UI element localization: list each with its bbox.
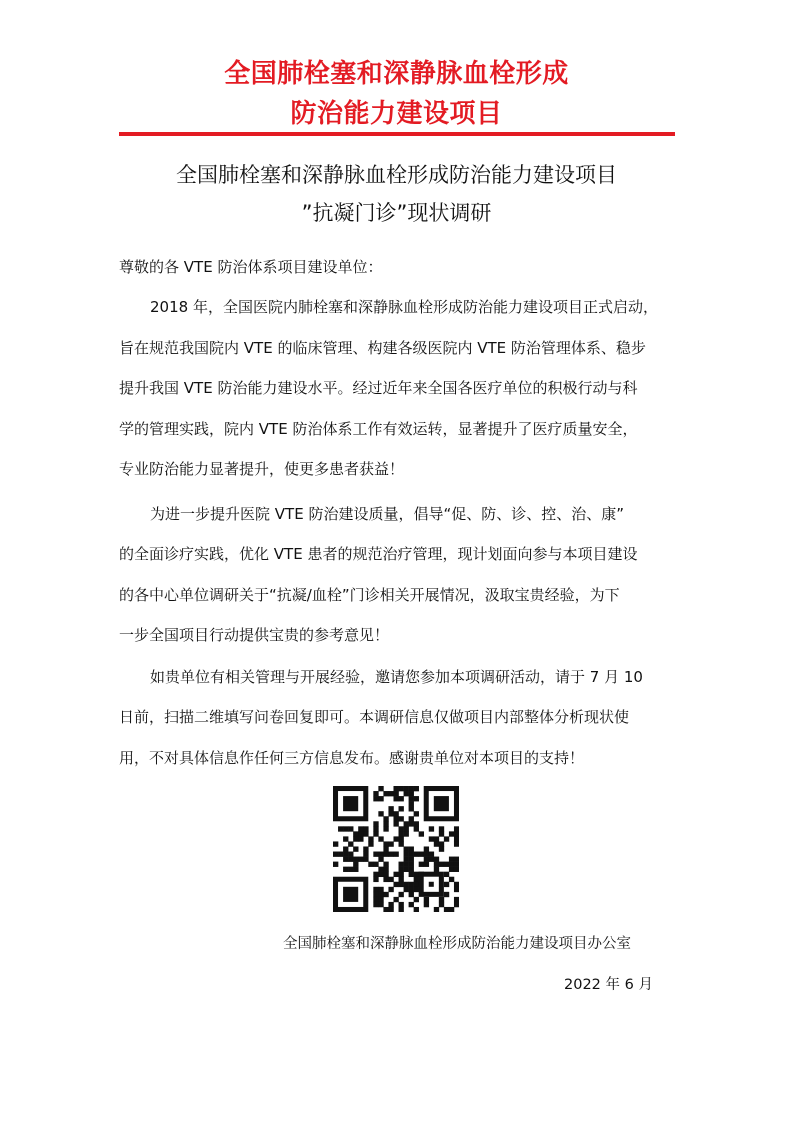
document-title-line2: ”抗凝门诊”现状调研 <box>301 201 492 225</box>
qr-code-icon[interactable] <box>333 786 459 912</box>
paragraph-line: 如贵单位有相关管理与开展经验，邀请您参加本项调研活动，请于 7 月 10 <box>150 668 643 686</box>
paragraph-line: 一步全国项目行动提供宝贵的参考意见！ <box>119 626 390 644</box>
paragraph-line: 的全面诊疗实践，优化 VTE 患者的规范治疗管理，现计划面向参与本项目建设 <box>119 545 638 563</box>
salutation: 尊敬的各 VTE 防治体系项目建设单位： <box>119 258 383 276</box>
paragraph-line: 的各中心单位调研关于“抗凝/血栓”门诊相关开展情况，汲取宝贵经验，为下 <box>119 586 620 604</box>
paragraph-line: 为进一步提升医院 VTE 防治建设质量，倡导“促、防、诊、控、治、康” <box>150 505 624 523</box>
header-title-line1: 全国肺栓塞和深静脉血栓形成 <box>224 59 569 89</box>
paragraph-line: 学的管理实践，院内 VTE 防治体系工作有效运转，显著提升了医疗质量安全， <box>119 420 638 438</box>
document-title-line1: 全国肺栓塞和深静脉血栓形成防治能力建设项目 <box>176 163 617 187</box>
paragraph-line: 专业防治能力显著提升，使更多患者获益！ <box>119 460 405 478</box>
paragraph-line: 日前，扫描二维填写问卷回复即可。本调研信息仅做项目内部整体分析现状使 <box>119 708 630 726</box>
signature: 全国肺栓塞和深静脉血栓形成防治能力建设项目办公室 <box>283 936 631 952</box>
header-divider <box>119 132 675 136</box>
paragraph-line: 用，不对具体信息作任何三方信息发布。感谢贵单位对本项目的支持！ <box>119 749 585 767</box>
header-title-line2: 防治能力建设项目 <box>290 99 503 129</box>
paragraph-line: 旨在规范我国院内 VTE 的临床管理、构建各级医院内 VTE 防治管理体系、稳步 <box>119 339 646 357</box>
document-date: 2022 年 6 月 <box>564 977 653 993</box>
paragraph-line: 提升我国 VTE 防治能力建设水平。经过近年来全国各医疗单位的积极行动与科 <box>119 379 638 397</box>
paragraph-line: 2018 年，全国医院内肺栓塞和深静脉血栓形成防治能力建设项目正式启动， <box>150 298 658 316</box>
